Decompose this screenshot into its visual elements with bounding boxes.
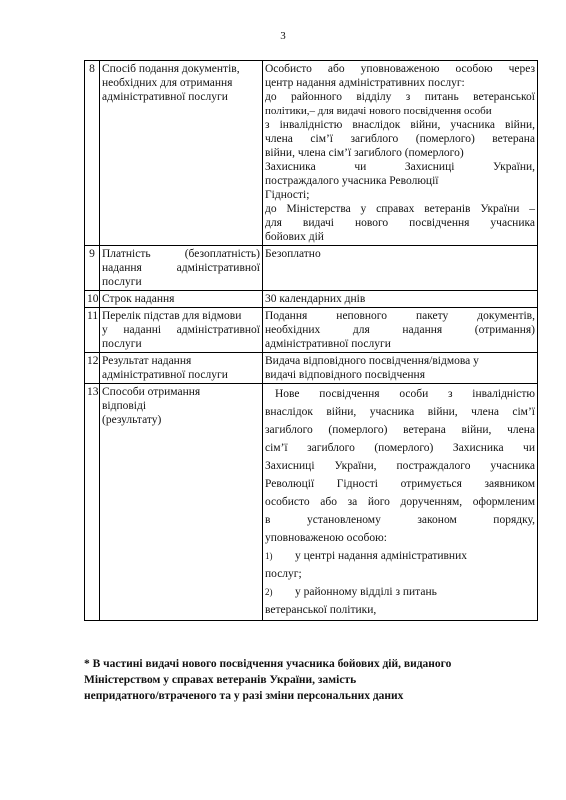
table-row [85,61,538,246]
value-line: війни, члена сім’ї загиблого (померлого) [265,147,464,159]
footnote [84,656,544,704]
table-row [85,384,538,621]
footnote-line: непридатного/втраченого та у разі зміни персональних даних [84,690,404,702]
value-line: особисто або за його дорученням, оформленим [265,496,535,508]
delivery-option [265,583,535,601]
value-line: до районного відділу з питань ветеранської [265,91,535,103]
row-label [100,308,263,353]
value-line: внаслідок війни, учасника війни, члена сім’ї [265,406,535,418]
row-number: 8 [85,61,100,246]
value-line: 30 календарних днів [265,293,366,305]
value-line: Гідності; [265,189,310,201]
value-line: сім’ї загиблого (померлого) Захисника чи [265,442,535,454]
label-line: Платність (безоплатність) [102,248,260,260]
value-line: Революції Гідності отримується заявником [265,478,535,490]
label-line: необхідних для отримання [102,77,233,89]
option-text: у районному відділі з питань [295,586,437,598]
label-line: послуги [102,338,142,350]
table-row [85,353,538,384]
option-text: ветеранської політики, [265,604,377,616]
option-number: 1) [265,551,273,561]
value-line: Особисто або уповноваженою особою через [265,63,535,75]
footnote-line: * В частині видачі нового посвідчення учасника бойових дій, виданого [84,658,452,670]
value-line: Нове посвідчення особи з інвалідністю [275,388,535,400]
service-info-table [84,60,538,621]
row-value [263,61,538,246]
value-line: в установленому законом порядку, [265,514,535,526]
value-line: Видача відповідного посвідчення/відмова у [265,355,479,367]
label-line: у наданні адміністративної [102,324,260,336]
row-label [100,291,263,308]
value-line: політики,– для видачі нового посвідчення особи [265,105,492,117]
table-row [85,291,538,308]
value-line: з інвалідністю внаслідок війни, учасника війни, [265,119,535,131]
footnote-line: Міністерством у справах ветеранів України, замість [84,674,357,686]
label-line: (результату) [102,414,162,426]
row-value [263,291,538,308]
label-line: надання адміністративної [102,262,260,274]
value-line: центр надання адміністративних послуг: [265,77,465,89]
label-line: Результат надання [102,355,192,367]
row-number: 13 [85,384,100,621]
label-line: Строк надання [102,293,175,305]
row-label [100,353,263,384]
row-value [263,384,538,621]
row-number: 11 [85,308,100,353]
value-line: адміністративної послуги [265,338,391,350]
value-line: Захисника чи Захисниці України, [265,161,535,173]
label-line: Перелік підстав для відмови [102,310,242,322]
option-text: послуг; [265,568,302,580]
value-line: до Міністерства у справах ветеранів України – [265,203,535,215]
value-line: Захисниці України, постраждалого учасника [265,460,535,472]
value-line: постраждалого учасника Революції [265,175,439,187]
value-line: Безоплатно [265,248,321,260]
table-row [85,308,538,353]
row-value [263,246,538,291]
value-line: для видачі нового посвідчення учасника [265,217,535,229]
page-number: 3 [280,30,286,42]
label-line: адміністративної послуги [102,369,228,381]
option-number: 2) [265,587,273,597]
option-text: у центрі надання адміністративних [295,550,467,562]
row-label [100,246,263,291]
value-line: видачі відповідного посвідчення [265,369,426,381]
label-line: адміністративної послуги [102,91,228,103]
label-line: Спосіб подання документів, [102,63,240,75]
label-line: Способи отримання [102,386,201,398]
value-line: необхідних для надання (отримання) [265,324,535,336]
value-line: загиблого (померлого) ветерана війни, члена [265,424,535,436]
delivery-option [265,547,535,565]
row-value [263,353,538,384]
row-number: 12 [85,353,100,384]
row-number: 10 [85,291,100,308]
label-line: відповіді [102,400,147,412]
value-line: уповноваженою особою: [265,532,387,544]
label-line: послуги [102,276,142,288]
row-label [100,61,263,246]
row-label [100,384,263,621]
table-row [85,246,538,291]
row-value [263,308,538,353]
value-line: бойових дій [265,231,324,243]
value-line: члена сім’ї загиблого (померлого) ветерана [265,133,535,145]
row-number: 9 [85,246,100,291]
value-line: Подання неповного пакету документів, [265,310,535,322]
